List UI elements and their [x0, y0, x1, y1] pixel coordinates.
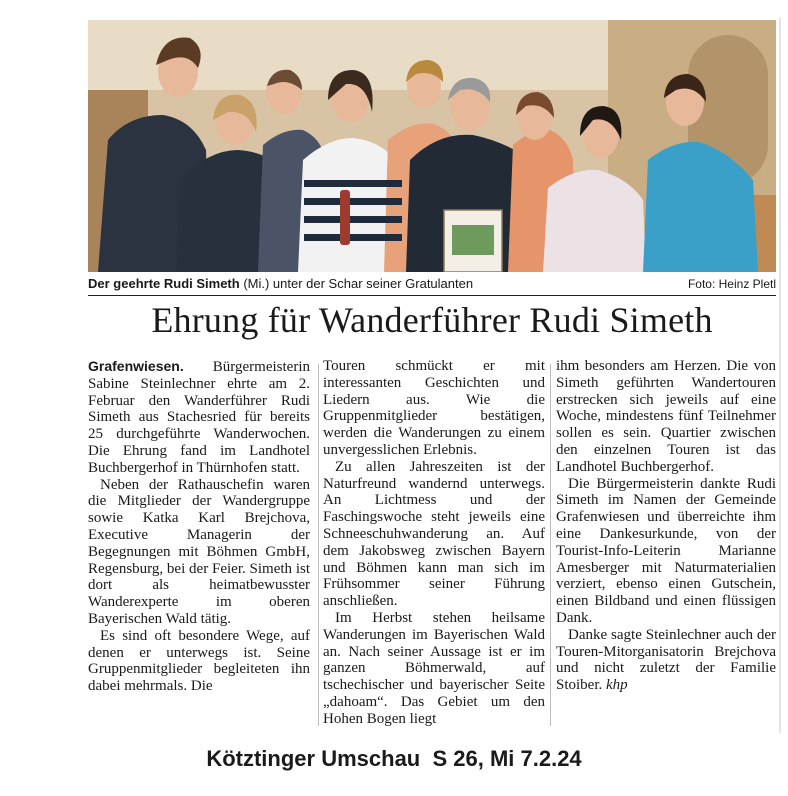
- article-paragraph: [88, 358, 310, 477]
- caption-divider: [88, 295, 776, 296]
- article-column-3: [556, 358, 776, 694]
- scan-edge: [779, 18, 781, 733]
- article-dateline: Grafenwiesen.: [88, 358, 184, 374]
- article-paragraph-text: Danke sagte Steinlechner auch der Touren-Mitorganisatorin Brejchova und nicht zuletzt der Familie Stoiber.: [556, 626, 776, 694]
- group-photo: [88, 20, 776, 272]
- article-paragraph: Neben der Rathauschefin waren die Mitglieder der Wandergruppe sowie Katka Karl Brejchova, Executive Managerin der Begegnungen mit Böhmen GmbH, Regensburg, bei der Feier. Simeth ist dort als heimatbewusster Wanderexperte im oberen Bayerischen Wald tätig.: [88, 476, 310, 627]
- article-headline: Ehrung für Wanderführer Rudi Simeth: [151, 300, 713, 340]
- article-paragraph: Die Bürgermeisterin dankte Rudi Simeth im Namen der Gemeinde Grafenwiesen und überreichte ihm eine Dankesurkunde, von der Tourist-Info-Leiterin Marianne Amesberger mit Naturmaterialien verziert, ebenso einen Gutschein, einen Bildband und einen flüssigen Dank.: [556, 475, 776, 626]
- source-reference: Kötztinger Umschau S 26, Mi 7.2.24: [206, 746, 582, 771]
- photo-caption-row: [88, 275, 776, 293]
- author-signature: khp: [606, 677, 628, 694]
- article-paragraph-text: Bürgermeisterin Sabine Steinlechner ehrte am 2. Februar den Wanderführer Rudi Simeth aus Stachesried für bereits 25 durchgeführte Wanderwochen. Die Ehrung fand im Landhotel Buchbergerhof in Thürnhofen statt.: [88, 359, 310, 476]
- photo-caption-bold: Der geehrte Rudi Simeth: [88, 276, 240, 291]
- article-column-2: [323, 358, 545, 728]
- article-column-1: [88, 358, 310, 695]
- article-body: [88, 358, 776, 732]
- article-paragraph: ihm besonders am Herzen. Die von Simeth geführten Wandertouren erstrecken sich jeweils auf eine Woche, mindestens fünf Teilnehmer sollen es sein. Quartier zwischen den einzelnen Touren ist das Landhotel Buchbergerhof.: [556, 358, 776, 475]
- group-photo-illustration: [88, 20, 776, 272]
- photo-caption: [88, 275, 473, 293]
- article-paragraph: Es sind oft besondere Wege, auf denen er unterwegs ist. Seine Gruppenmitglieder begleiteten ihn dabei mehrmals. Die: [88, 627, 310, 695]
- article-paragraph: Im Herbst stehen heilsame Wanderungen im Bayerischen Wald an. Nach seiner Aussage ist er im ganzen Böhmerwald, auf tschechischer und bayerischer Seite „dahoam“. Das Gebiet um den Hohen Bogen liegt: [323, 609, 545, 727]
- photo-caption-rest: (Mi.) unter der Schar seiner Gratulanten: [239, 276, 474, 291]
- column-divider: [550, 364, 551, 726]
- article-paragraph: [556, 627, 776, 694]
- column-divider: [318, 364, 319, 726]
- article-paragraph: Zu allen Jahreszeiten ist der Naturfreund wandernd unterwegs. An Lichtmess und der Faschingswoche steht jeweils eine Schneeschuhwanderung an. Auf dem Jakobsweg zwischen Bayern und Böhmen kann man sich im Frühsommer seiner Führung anschließen.: [323, 458, 545, 610]
- photo-credit: Foto: Heinz Pletl: [687, 277, 776, 291]
- article-paragraph: Touren schmückt er mit interessanten Geschichten und Liedern aus. Wie die Gruppenmitglieder bestätigen, werden die Wanderungen zu einem unvergesslichen Erlebnis.: [323, 358, 545, 458]
